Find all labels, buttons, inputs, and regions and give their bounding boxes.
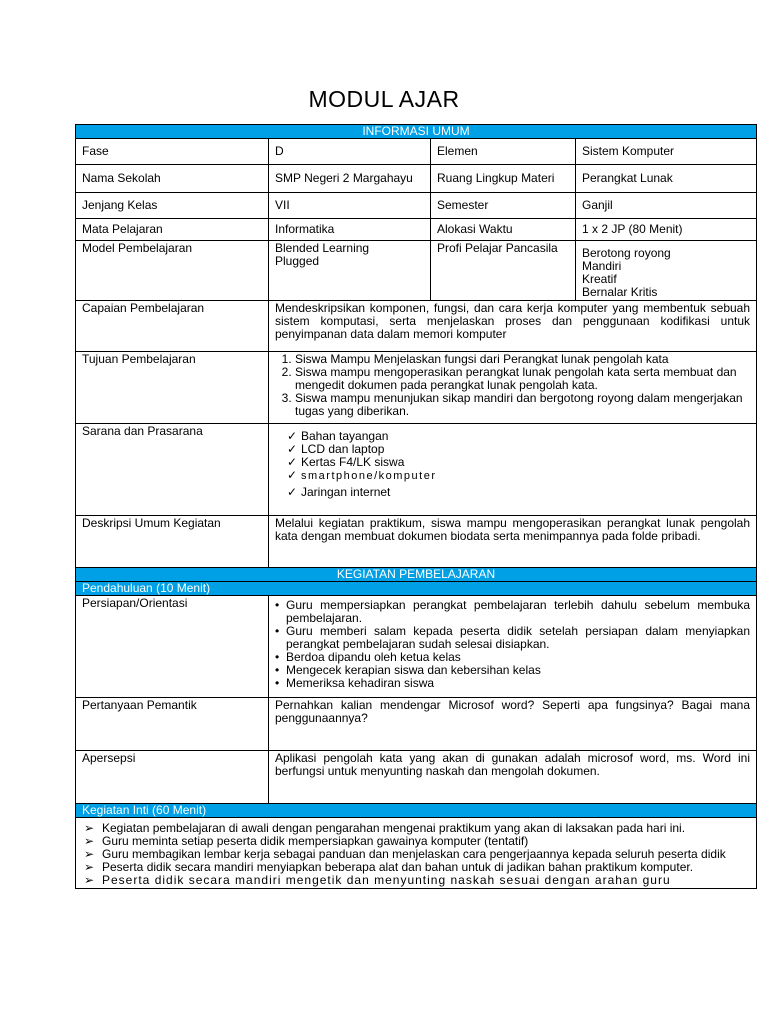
- arrow-icon: ➢: [84, 834, 95, 848]
- bullet-icon: •: [275, 676, 280, 690]
- semester-value: Ganjil: [576, 193, 757, 219]
- inti-list-cell: [76, 818, 757, 889]
- profil-item: Bernalar Kritis: [582, 285, 658, 299]
- tujuan-label: Tujuan Pembelajaran: [76, 352, 269, 424]
- arrow-icon: ➢: [84, 847, 95, 861]
- check-icon: ✓: [287, 455, 298, 469]
- mapel-label: Mata Pelajaran: [76, 219, 269, 241]
- list-item: [287, 486, 750, 499]
- list-item: [82, 874, 742, 887]
- table-row: [76, 818, 757, 889]
- model-label: Model Pembelajaran: [76, 241, 269, 301]
- persiapan-item: Memeriksa kehadiran siswa: [286, 676, 435, 690]
- list-item: [287, 456, 750, 469]
- kegiatan-header: KEGIATAN PEMBELAJARAN: [76, 568, 757, 582]
- tujuan-list-cell: [269, 352, 757, 424]
- persiapan-item: Mengecek kerapian siswa dan kebersihan kelas: [286, 663, 541, 677]
- table-row: [76, 516, 757, 568]
- inti-item: Kegiatan pembelajaran di awali dengan pengarahan mengenai praktikum yang akan di laksakan pada hari ini.: [102, 821, 686, 835]
- persiapan-list-cell: [269, 596, 757, 698]
- bullet-icon: •: [275, 650, 280, 664]
- arrow-icon: ➢: [84, 821, 95, 835]
- apersepsi-label: Apersepsi: [76, 751, 269, 804]
- sarana-label: Sarana dan Prasarana: [76, 424, 269, 516]
- table-row: [76, 139, 757, 165]
- list-item: [275, 677, 750, 690]
- jenjang-label: Jenjang Kelas: [76, 193, 269, 219]
- kegiatan-header-row: [76, 568, 757, 582]
- apersepsi-value: Aplikasi pengolah kata yang akan di gunakan adalah microsof word, ms. Word ini berfungsi untuk menyunting naskah dan mengolah dokumen.: [269, 751, 757, 804]
- info-header-row: [76, 125, 757, 139]
- pendahuluan-header: Pendahuluan (10 Menit): [76, 582, 757, 596]
- inti-header: Kegiatan Inti (60 Menit): [76, 804, 757, 818]
- page-title: MODUL AJAR: [308, 86, 460, 112]
- table-row: [76, 698, 757, 751]
- inti-item: Guru membagikan lembar kerja sebagai panduan dan menjelaskan cara pengerjaannya kepada seluruh peserta didik: [102, 847, 726, 861]
- check-icon: ✓: [287, 442, 298, 456]
- fase-label: Fase: [76, 139, 269, 165]
- bullet-icon: •: [275, 598, 280, 612]
- table-row: [76, 219, 757, 241]
- persiapan-item: Guru memberi salam kepada peserta didik setelah persiapan dalam menyiapkan perangkat pembelajaran sudah selesai disiapkan.: [286, 624, 751, 651]
- ruang-label: Ruang Lingkup Materi: [431, 165, 576, 193]
- model-line: Blended Learning: [275, 241, 370, 255]
- profil-item: Kreatif: [582, 272, 617, 286]
- ruang-value: Perangkat Lunak: [576, 165, 757, 193]
- persiapan-item: Guru mempersiapkan perangkat pembelajaran terlebih dahulu sebelum membuka pembelajaran.: [286, 598, 751, 625]
- check-icon: ✓: [287, 429, 298, 443]
- elemen-label: Elemen: [431, 139, 576, 165]
- fase-value: D: [269, 139, 431, 165]
- tujuan-list: [275, 353, 750, 418]
- model-line: Plugged: [275, 254, 320, 268]
- check-icon: ✓: [287, 485, 298, 499]
- table-row: [76, 424, 757, 516]
- list-item: 2. Siswa mampu mengoperasikan perangkat lunak pengolah kata serta membuat dan mengedit dokumen pada perangkat lunak pengolah kata.: [295, 366, 750, 392]
- modul-table: [75, 124, 757, 889]
- capaian-label: Capaian Pembelajaran: [76, 301, 269, 352]
- deskripsi-value: Melalui kegiatan praktikum, siswa mampu mengoperasikan perangkat lunak pengolah kata dengan membuat dokumen biodata serta menimpannya pada folde pribadi.: [269, 516, 757, 568]
- sarana-item: Bahan tayangan: [301, 429, 389, 443]
- inti-item: Guru meminta setiap peserta didik mempersiapkan gawainya komputer (tentatif): [102, 834, 529, 848]
- jenjang-value: VII: [269, 193, 431, 219]
- list-item: [287, 469, 750, 483]
- table-row: [76, 301, 757, 352]
- persiapan-list: [275, 599, 750, 690]
- sarana-list: [275, 430, 750, 499]
- elemen-value: Sistem Komputer: [576, 139, 757, 165]
- table-row: [76, 352, 757, 424]
- bullet-icon: •: [275, 624, 280, 638]
- semester-label: Semester: [431, 193, 576, 219]
- list-item: 3. Siswa mampu menunjukan sikap mandiri dan bergotong royong dalam mengerjakan tugas yang diberikan.: [295, 392, 750, 418]
- pemantik-value: Pernahkan kalian mendengar Microsof word? Seperti apa fungsinya? Bagai mana penggunaannya?: [269, 698, 757, 751]
- mapel-value: Informatika: [269, 219, 431, 241]
- profil-item: Mandiri: [582, 259, 622, 273]
- alokasi-label: Alokasi Waktu: [431, 219, 576, 241]
- list-item: [275, 625, 750, 651]
- info-header: INFORMASI UMUM: [76, 125, 757, 139]
- sarana-item: Jaringan internet: [301, 485, 391, 499]
- profil-item: Berotong royong: [582, 246, 671, 260]
- arrow-icon: ➢: [84, 873, 95, 887]
- pemantik-label: Pertanyaan Pemantik: [76, 698, 269, 751]
- table-row: [76, 751, 757, 804]
- sekolah-value: SMP Negeri 2 Margahayu: [269, 165, 431, 193]
- check-icon: ✓: [287, 468, 298, 482]
- capaian-value: Mendeskripsikan komponen, fungsi, dan cara kerja komputer yang membentuk sebuah sistem komputasi, serta menjelaskan proses dan penggunaan kodifikasi untuk penyimpanan data dalam memori komputer: [269, 301, 757, 352]
- table-row: [76, 596, 757, 698]
- profil-values: [576, 241, 757, 301]
- pendahuluan-header-row: [76, 582, 757, 596]
- inti-header-row: [76, 804, 757, 818]
- table-row: [76, 241, 757, 301]
- sarana-list-cell: [269, 424, 757, 516]
- table-row: [76, 193, 757, 219]
- sarana-item: LCD dan laptop: [301, 442, 385, 456]
- list-item: 1. Siswa Mampu Menjelaskan fungsi dari Perangkat lunak pengolah kata: [295, 353, 750, 366]
- inti-item: Peserta didik secara mandiri menyiapkan beberapa alat dan bahan untuk di jadikan bahan praktikum komputer.: [102, 860, 694, 874]
- bullet-icon: •: [275, 663, 280, 677]
- alokasi-value: 1 x 2 JP (80 Menit): [576, 219, 757, 241]
- arrow-icon: ➢: [84, 860, 95, 874]
- sarana-item: Kertas F4/LK siswa: [301, 455, 405, 469]
- model-value: [269, 241, 431, 301]
- deskripsi-label: Deskripsi Umum Kegiatan: [76, 516, 269, 568]
- list-item: [275, 599, 750, 625]
- sekolah-label: Nama Sekolah: [76, 165, 269, 193]
- persiapan-item: Berdoa dipandu oleh ketua kelas: [286, 650, 461, 664]
- persiapan-label: Persiapan/Orientasi: [76, 596, 269, 698]
- table-row: [76, 165, 757, 193]
- inti-list: [82, 822, 742, 887]
- profil-label: Profi Pelajar Pancasila: [431, 241, 576, 301]
- inti-item: Peserta didik secara mandiri mengetik dan menyunting naskah sesuai dengan arahan guru: [102, 873, 671, 887]
- sarana-item: smartphone/komputer: [301, 470, 437, 482]
